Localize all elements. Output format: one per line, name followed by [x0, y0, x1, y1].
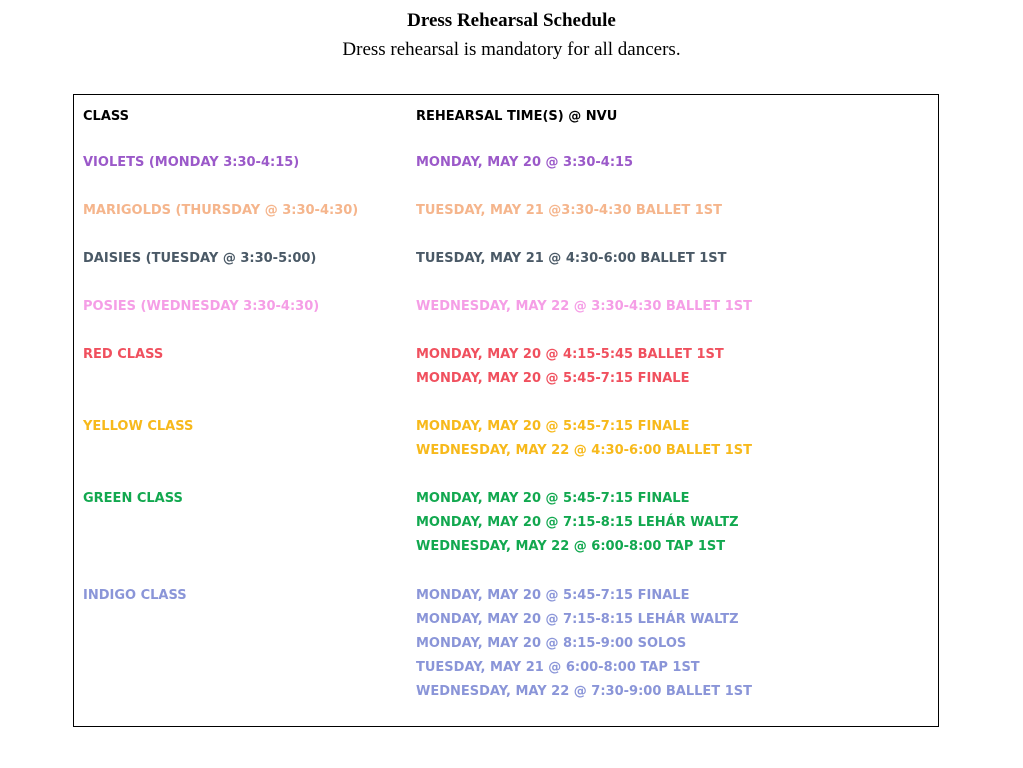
rehearsal-times [416, 584, 752, 704]
header-class: CLASS [83, 109, 130, 124]
rehearsal-time: MONDAY, MAY 20 @ 4:15-5:45 BALLET 1ST [416, 347, 724, 362]
rehearsal-time: MONDAY, MAY 20 @ 5:45-7:15 FINALE [416, 491, 690, 506]
rehearsal-time: WEDNESDAY, MAY 22 @ 6:00-8:00 TAP 1ST [416, 539, 726, 554]
class-name: YELLOW CLASS [83, 419, 194, 434]
rehearsal-time: WEDNESDAY, MAY 22 @ 7:30-9:00 BALLET 1ST [416, 684, 752, 699]
class-name: INDIGO CLASS [83, 588, 187, 603]
rehearsal-times [416, 415, 752, 463]
rehearsal-times [416, 151, 633, 175]
rehearsal-time: TUESDAY, MAY 21 @ 4:30-6:00 BALLET 1ST [416, 251, 727, 266]
rehearsal-time: TUESDAY, MAY 21 @3:30-4:30 BALLET 1ST [416, 203, 722, 218]
rehearsal-time: MONDAY, MAY 20 @ 5:45-7:15 FINALE [416, 419, 690, 434]
class-name: DAISIES (TUESDAY @ 3:30-5:00) [83, 251, 317, 266]
rehearsal-time: WEDNESDAY, MAY 22 @ 4:30-6:00 BALLET 1ST [416, 443, 752, 458]
class-name: GREEN CLASS [83, 491, 183, 506]
schedule-table [73, 94, 939, 727]
rehearsal-times [416, 199, 722, 223]
rehearsal-time: MONDAY, MAY 20 @ 3:30-4:15 [416, 155, 634, 170]
rehearsal-time: MONDAY, MAY 20 @ 5:45-7:15 FINALE [416, 371, 690, 386]
rehearsal-time: MONDAY, MAY 20 @ 7:15-8:15 LEHÁR WALTZ [416, 612, 739, 627]
rehearsal-times [416, 487, 739, 559]
rehearsal-time: MONDAY, MAY 20 @ 7:15-8:15 LEHÁR WALTZ [416, 515, 739, 530]
page-subtitle: Dress rehearsal is mandatory for all dancers. [342, 39, 681, 60]
rehearsal-time: MONDAY, MAY 20 @ 5:45-7:15 FINALE [416, 588, 690, 603]
rehearsal-time: TUESDAY, MAY 21 @ 6:00-8:00 TAP 1ST [416, 660, 700, 675]
header-times: REHEARSAL TIME(S) @ NVU [416, 109, 618, 124]
page-title: Dress Rehearsal Schedule [407, 10, 616, 31]
rehearsal-times [416, 247, 727, 271]
rehearsal-time: MONDAY, MAY 20 @ 8:15-9:00 SOLOS [416, 636, 687, 651]
class-name: RED CLASS [83, 347, 164, 362]
rehearsal-times [416, 295, 752, 319]
rehearsal-time: WEDNESDAY, MAY 22 @ 3:30-4:30 BALLET 1ST [416, 299, 752, 314]
rehearsal-times [416, 343, 724, 391]
class-name: POSIES (WEDNESDAY 3:30-4:30) [83, 299, 320, 314]
class-name: VIOLETS (MONDAY 3:30-4:15) [83, 155, 300, 170]
class-name: MARIGOLDS (THURSDAY @ 3:30-4:30) [83, 203, 359, 218]
